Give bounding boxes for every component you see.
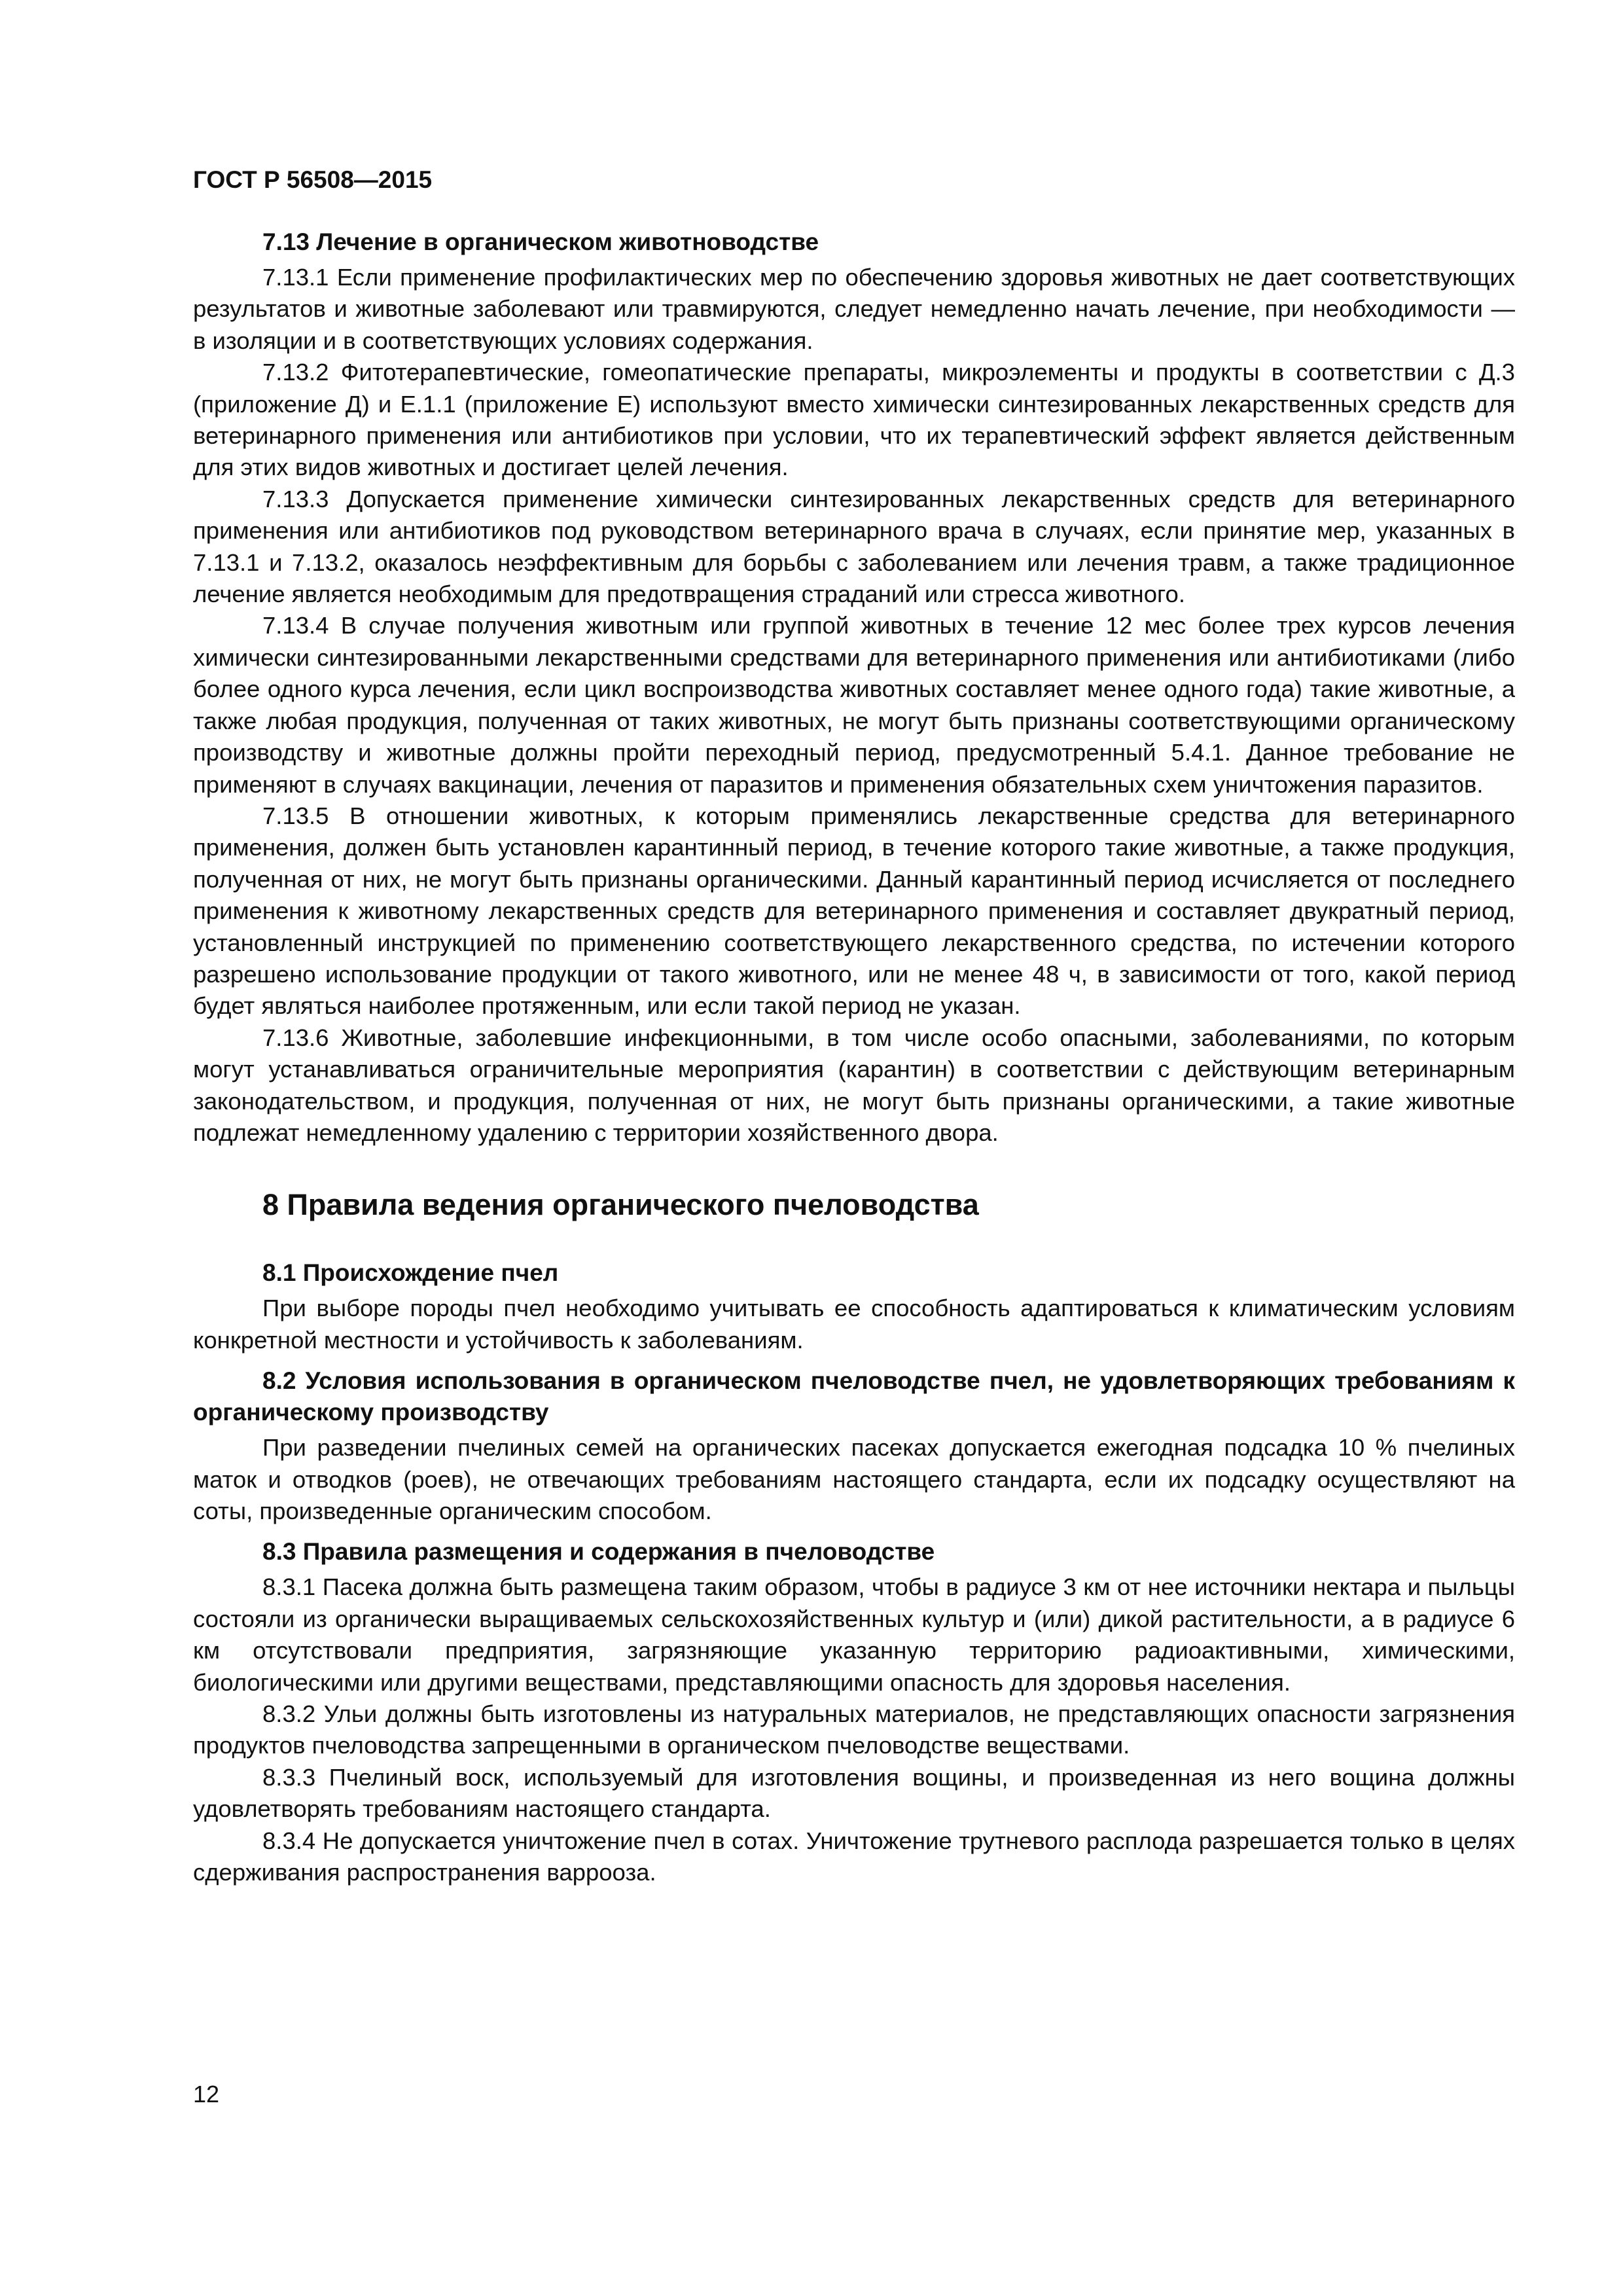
section-8-2-title: 8.2 Условия использования в органическом пчеловодстве пчел, не удовлетворяющих требованиям к органическому производству: [193, 1367, 1515, 1426]
document-page: [193, 164, 1515, 1888]
paragraph-8-3-1: 8.3.1 Пасека должна быть размещена таким образом, чтобы в радиусе 3 км от нее источники нектара и пыльцы состояли из органически выращиваемых сельскохозяйственных культур и (или) дикой растительности, а в радиусе 6 км отсутствовали предприятия, загрязняющие указанную территорию радиоактивными, химическими, биологическими или другими веществами, представляющими опасность для здоровья населения.: [193, 1573, 1515, 1696]
page-number: 12: [193, 2081, 220, 2108]
paragraph-7-13-4: 7.13.4 В случае получения животным или группой животных в течение 12 мес более трех курсов лечения химически синтезированными лекарственными средствами для ветеринарного применения или антибиотиками (либо более одного курса лечения, если цикл воспроизводства животных составляет менее одного года) такие животные, а также любая продукция, полученная от таких животных, не могут быть признаны соответствующими органическому производству и животные должны пройти переходный период, предусмотренный 5.4.1. Данное требование не применяют в случаях вакцинации, лечения от паразитов и применения обязательных схем уничтожения паразитов.: [193, 612, 1515, 798]
document-header: ГОСТ Р 56508—2015: [193, 166, 433, 193]
spacer: [193, 1356, 1515, 1365]
paragraph-8-2: При разведении пчелиных семей на органических пасеках допускается ежегодная подсадка 10 % пчелиных маток и отводков (роев), не отвечающих требованиям настоящего стандарта, если их подсадку осуществляют на соты, произведенные органическим способом.: [193, 1434, 1515, 1524]
paragraph-7-13-2: 7.13.2 Фитотерапевтические, гомеопатические препараты, микроэлементы и продукты в соответствии с Д.3 (приложение Д) и Е.1.1 (приложение Е) используют вместо химически синтезированных лекарственных средств для ветеринарного применения или антибиотиков при условии, что их терапевтический эффект является действенным для этих видов животных и достигает целей лечения.: [193, 359, 1515, 481]
section-8-1-title: 8.1 Происхождение пчел: [262, 1259, 559, 1287]
section-8-3-title: 8.3 Правила размещения и содержания в пчеловодстве: [262, 1538, 935, 1566]
paragraph-7-13-5: 7.13.5 В отношении животных, к которым применялись лекарственные средства для ветеринарного применения, должен быть установлен карантинный период, в течение которого такие животные, а также продукция, полученная от них, не могут быть признаны органическими. Данный карантинный период исчисляется от последнего применения к животному лекарственных средств для ветеринарного применения и составляет двукратный период, установленный инструкцией по применению соответствующего лекарственного средства, по истечении которого разрешено использование продукции от такого животного, или не менее 48 ч, в зависимости от того, какой период будет являться наиболее протяженным, или если такой период не указан.: [193, 802, 1515, 1020]
paragraph-7-13-1: 7.13.1 Если применение профилактических мер по обеспечению здоровья животных не дает соответствующих результатов и животные заболевают или травмируются, следует немедленно начать лечение, при необходимости — в изоляции и в соответствующих условиях содержания.: [193, 264, 1515, 354]
paragraph-7-13-3: 7.13.3 Допускается применение химически синтезированных лекарственных средств для ветеринарного применения или антибиотиков под руководством ветеринарного врача в случаях, если принятие мер, указанных в 7.13.1 и 7.13.2, оказалось неэффективным для борьбы с заболеванием или лечения травм, а также традиционное лечение является необходимым для предотвращения страданий или стресса животного.: [193, 485, 1515, 608]
section-7-13-title: 7.13 Лечение в органическом животноводстве: [262, 228, 819, 255]
paragraph-8-3-4: 8.3.4 Не допускается уничтожение пчел в сотах. Уничтожение трутневого расплода разрешается только в целях сдерживания распространения варрооза.: [193, 1827, 1515, 1886]
section-8-title: 8 Правила ведения органического пчеловодства: [262, 1188, 979, 1222]
spacer: [193, 1527, 1515, 1536]
paragraph-7-13-6: 7.13.6 Животные, заболевшие инфекционными, в том числе особо опасными, заболеваниями, по которым могут устанавливаться ограничительные мероприятия (карантин) в соответствии с действующим ветеринарным законодательством, и продукция, полученная от них, не могут быть признаны органическими, а такие животные подлежат немедленному удалению с территории хозяйственного двора.: [193, 1024, 1515, 1146]
paragraph-8-3-3: 8.3.3 Пчелиный воск, используемый для изготовления вощины, и произведенная из него вощина должны удовлетворять требованиям настоящего стандарта.: [193, 1763, 1515, 1823]
paragraph-8-1: При выборе породы пчел необходимо учитывать ее способность адаптироваться к климатическим условиям конкретной местности и устойчивость к заболеваниям.: [193, 1295, 1515, 1354]
paragraph-8-3-2: 8.3.2 Ульи должны быть изготовлены из натуральных материалов, не представляющих опасности загрязнения продуктов пчеловодства запрещенными в органическом пчеловодстве веществами.: [193, 1700, 1515, 1759]
